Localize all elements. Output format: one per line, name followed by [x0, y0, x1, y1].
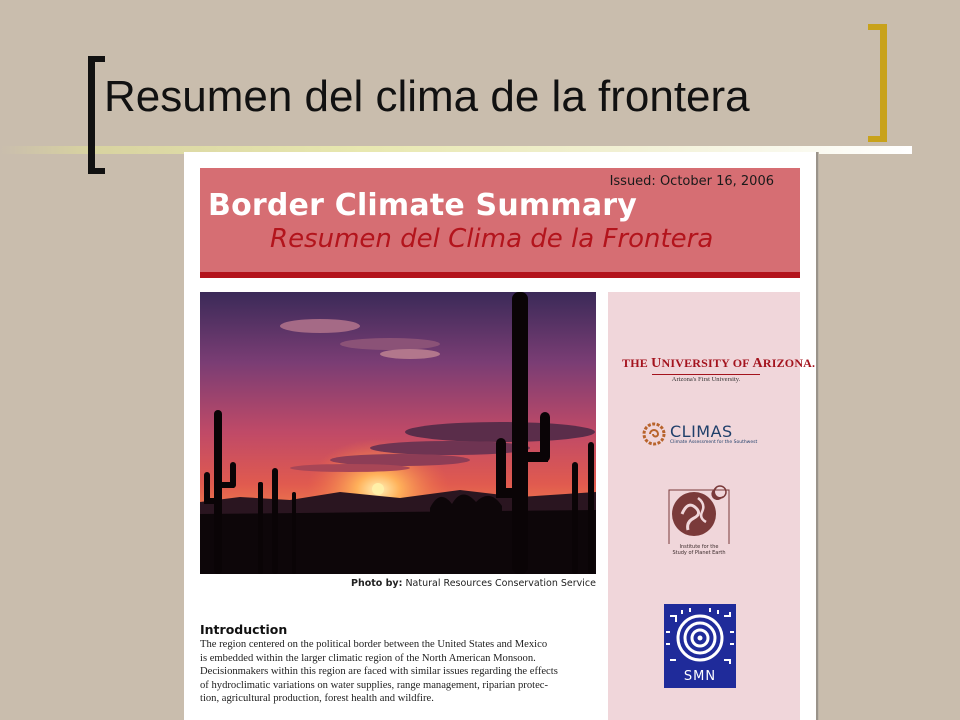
- ua-u: U: [651, 356, 662, 371]
- smn-logo: [664, 604, 736, 688]
- climas-logo: [642, 420, 762, 450]
- ispe-caption-line: Study of Planet Earth: [672, 550, 726, 556]
- climas-spiral-icon: [642, 422, 666, 446]
- banner-accent-bar: [200, 272, 800, 278]
- intro-line: is embedded within the larger climatic region of the North American Monsoon.: [200, 652, 536, 664]
- intro-line: of hydroclimatic variations on water supplies, range management, riparian protec-: [200, 679, 548, 691]
- ispe-emblem-icon: [668, 484, 730, 544]
- intro-line: tion, agricultural production, forest health and wildfire.: [200, 693, 434, 705]
- ua-niversity: NIVERSITY OF: [661, 356, 753, 370]
- climas-tagline: Climate Assessment for the Southwest: [670, 440, 758, 445]
- banner-title-english: Border Climate Summary: [208, 188, 638, 223]
- smn-spiral-icon: [664, 606, 736, 670]
- introduction-heading: Introduction: [200, 622, 288, 637]
- document-banner: [200, 168, 800, 278]
- ispe-logo: [668, 484, 730, 564]
- issued-date: Issued: October 16, 2006: [609, 174, 774, 189]
- introduction-text: [200, 638, 600, 706]
- sunset-photo: [200, 292, 596, 574]
- intro-line: Decisionmakers within this region are faced with similar issues regarding the effects: [200, 666, 558, 678]
- climas-name: CLIMAS: [670, 422, 733, 441]
- ua-underline: [652, 374, 760, 375]
- photo-credit-label: Photo by:: [351, 578, 403, 589]
- banner-title-spanish: Resumen del Clima de la Frontera: [270, 224, 714, 254]
- university-of-arizona-logo: [622, 356, 816, 383]
- ua-a: A: [752, 356, 763, 371]
- logo-sidebar: [608, 292, 816, 720]
- ua-the: THE: [622, 356, 648, 370]
- photo-credit-source: Natural Resources Conservation Service: [405, 578, 596, 589]
- slide-title: Resumen del clima de la frontera: [104, 72, 750, 121]
- photo-credit: [200, 578, 596, 589]
- document-image: [184, 152, 816, 720]
- ua-tagline: Arizona's First University.: [671, 376, 741, 383]
- intro-line: The region centered on the political border between the United States and Mexico: [200, 639, 548, 650]
- ispe-caption: [668, 544, 730, 556]
- ispe-caption-line: Institute for the: [679, 544, 719, 550]
- smn-name: SMN: [683, 669, 717, 684]
- ua-rizona: RIZONA.: [762, 356, 816, 370]
